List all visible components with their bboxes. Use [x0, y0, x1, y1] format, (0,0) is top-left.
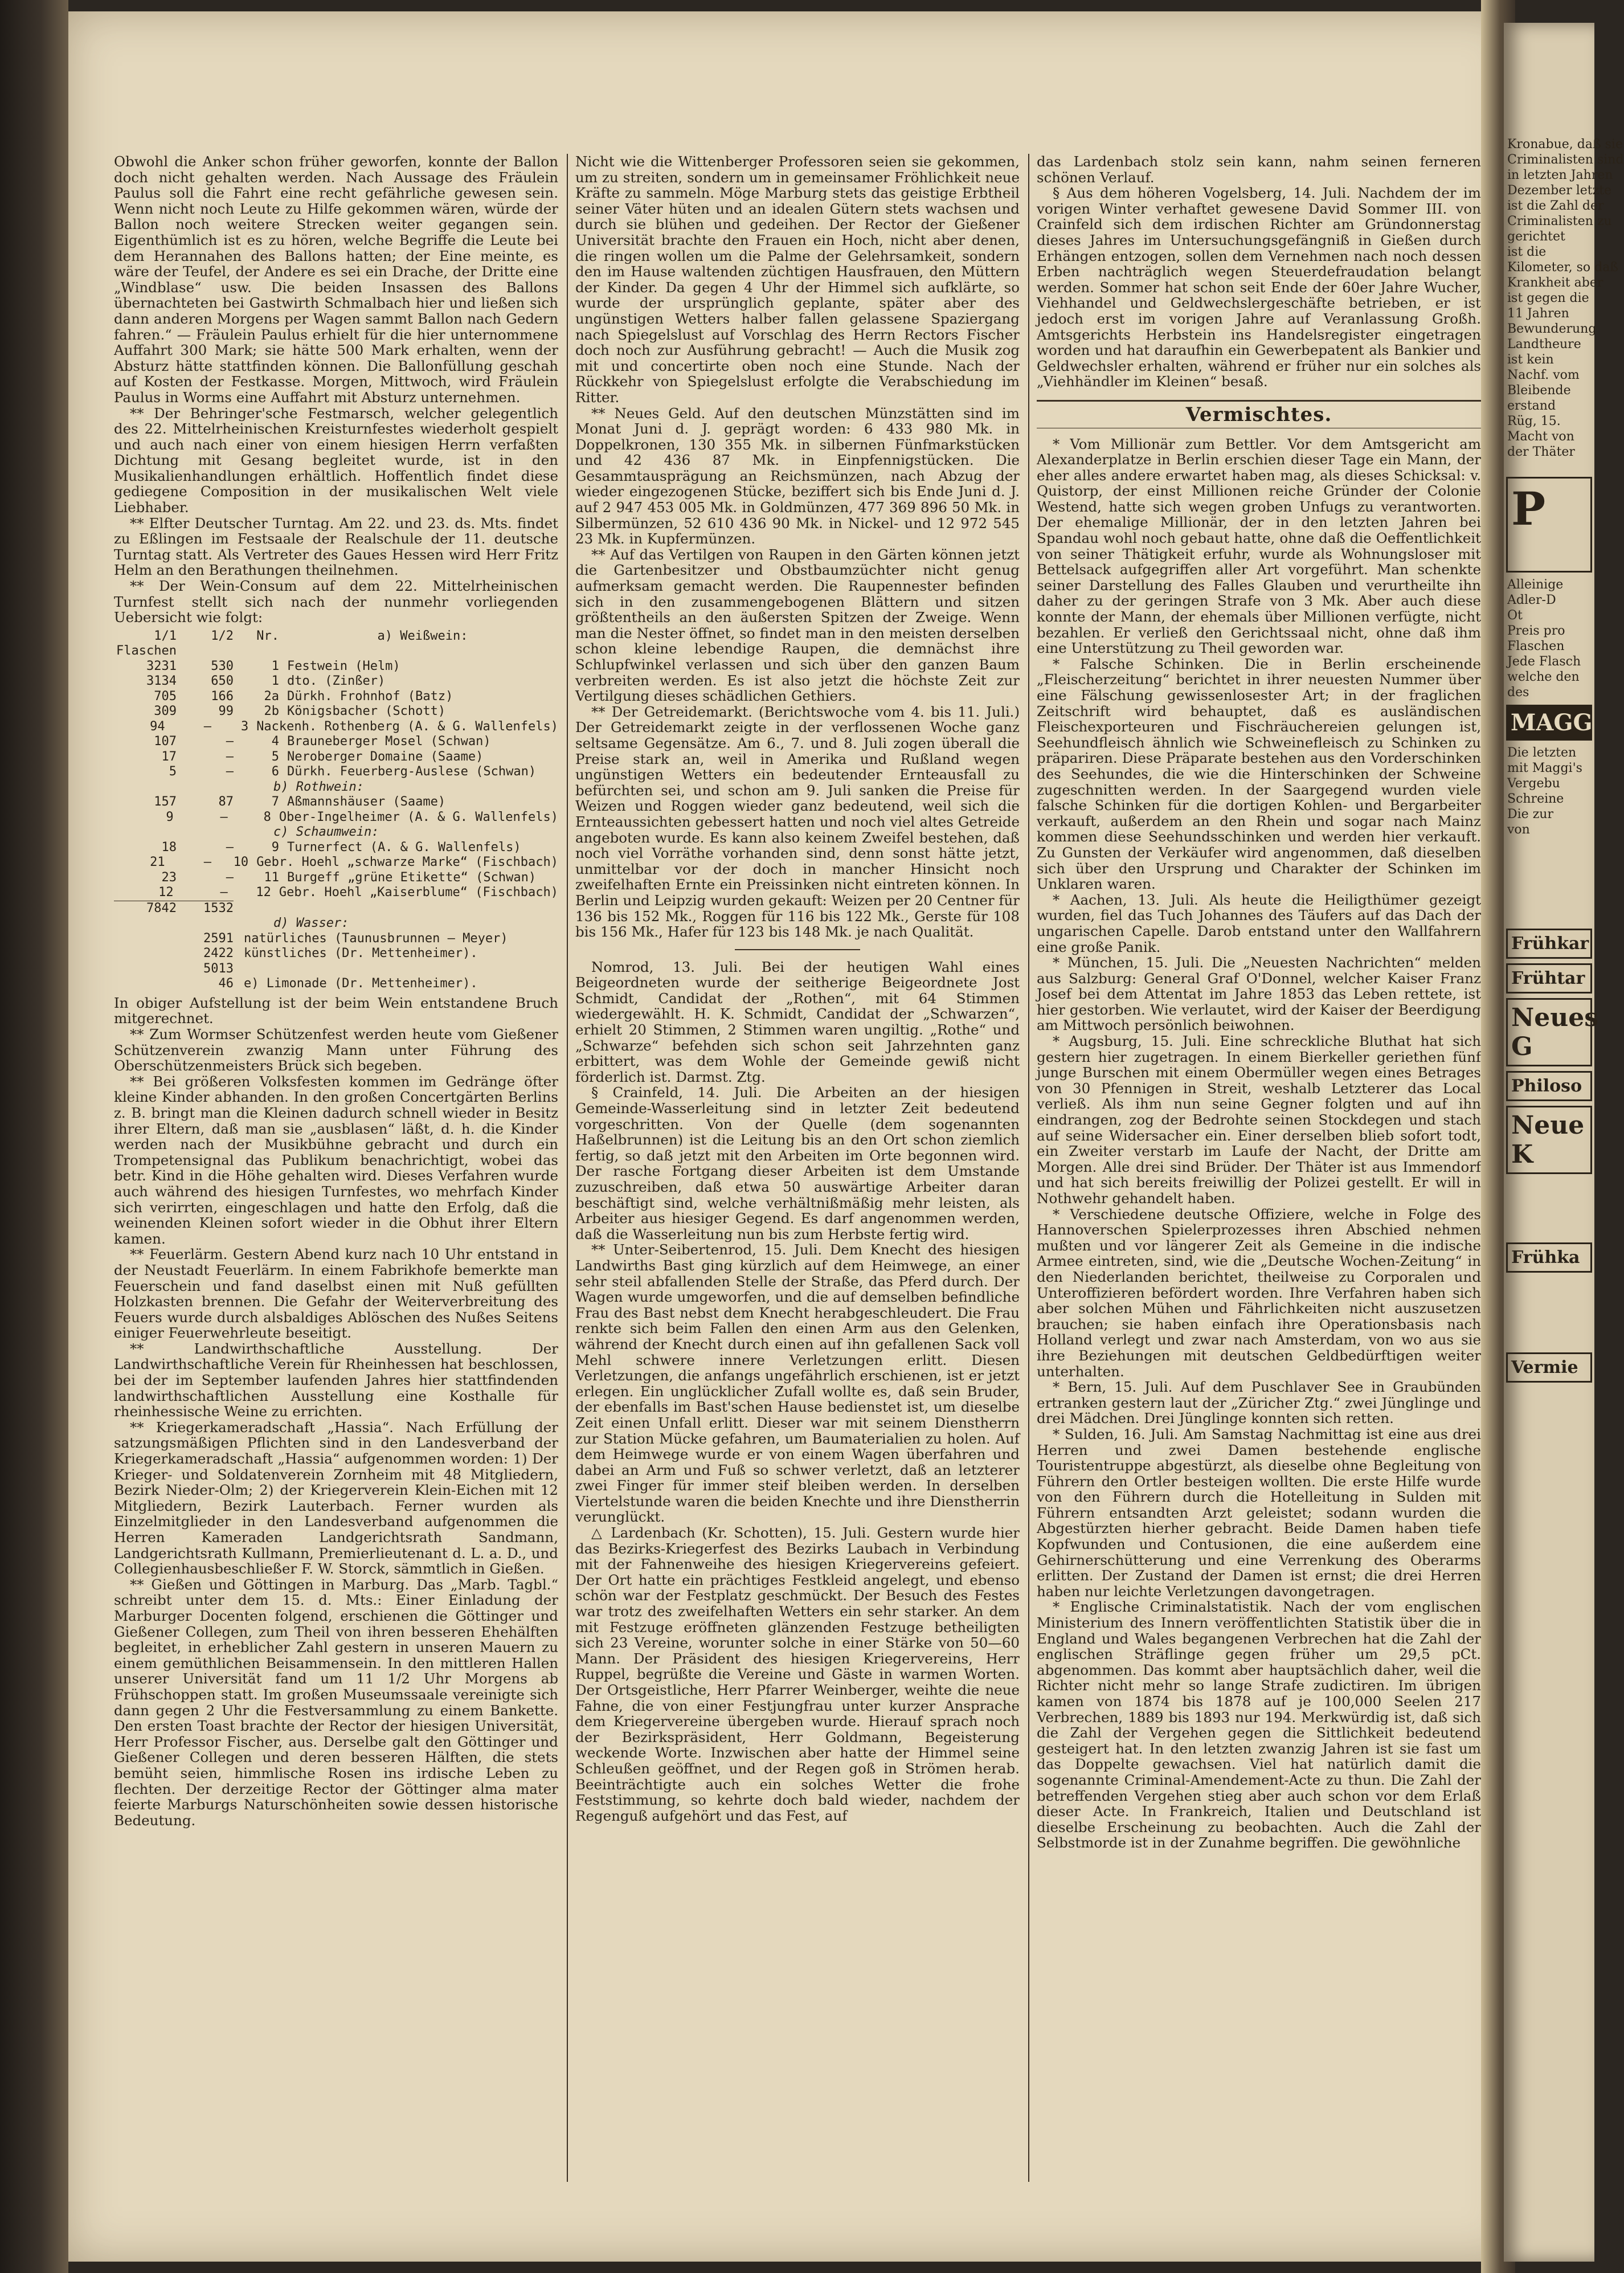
wine-cell: Aßmannshäuser (Saame)	[287, 795, 446, 810]
wine-cell: 1	[271, 674, 279, 689]
wine-cell: 2b	[264, 704, 279, 719]
adjacent-page-line: 11 Jahren	[1507, 306, 1569, 321]
wine-cell: Ober-Ingelheimer (A. & G. Wallenfels)	[279, 810, 558, 824]
adjacent-page-line: Kronabue, daß sie	[1507, 137, 1623, 152]
water-value: 2422	[203, 946, 234, 961]
adjacent-page-line: des	[1507, 685, 1529, 700]
column-2	[575, 154, 1020, 1824]
article-paragraph: Obwohl die Anker schon früher geworfen, konnte der Ballon doch nicht gehalten werden. Nach Aussage des Fräulein Paulus soll die Fahrt eine recht gefährliche gewesen sein. Wenn nicht noch Leute zu Hilfe gekommen wären, würde der Ballon noch weitere Strecken weiter gegangen sein. Eigenthümlich ist es zu hören, welche Begriffe die Leute bei dem Herannahen des Ballons hatten; der Eine meinte, es wäre der Teufel, der Andere es sei ein Drache, der Dritte eine „Windblase“ usw. Die beiden Insassen des Ballons übernachteten bei Gastwirth Schmalbach hier und ließen sich dann anderen Morgens per Wagen sammt Ballon nach Gedern fahren.“ — Fräulein Paulus erhielt für die hier unternommene Auffahrt 300 Mark; sie hätte 500 Mark erhalten, wenn der Absturz hätte stattfinden können. Die Ballonfüllung geschah auf Kosten der Festkasse. Morgen, Mittwoch, wird Fräulein Paulus in Worms eine Auffahrt mit Absturz unternehmen.	[114, 153, 558, 406]
advertisement: Neue K	[1506, 1106, 1592, 1174]
article-sulden: * Sulden, 16. Juli. Am Samstag Nachmittag ist eine aus drei Herren und zwei Damen bestehende englische Touristentruppe abgestürzt, als dieselbe ohne Begleitung von Führern den Ortler besteigen wollten. Die erste Hilfe wurde von den Führern durch die Hotelleitung in Sulden mit Führern entsandten Arzt geleistet; sodann wurden die Abgestürzten hierher gebracht. Beide Damen haben tiefe Kopfwunden und Contusionen, die eine außerdem eine Gehirnerschütterung und eine Verrenkung des Oberarms erlitten. Der Zustand der Damen ist ernst; die drei Herren haben nur leichte Verletzungen davongetragen.	[1037, 1425, 1481, 1600]
article-bruch: In obiger Aufstellung ist der beim Wein entstandene Bruch mitgerechnet.	[114, 994, 558, 1027]
wine-row	[114, 855, 558, 870]
advertisement: Frühkar	[1506, 929, 1592, 959]
adjacent-page-line: ist die Zahl der	[1507, 199, 1604, 213]
water-row	[114, 931, 558, 947]
water-label: natürliches (Taunusbrunnen — Meyer)	[244, 931, 508, 946]
water-label: e) Limonade (Dr. Mettenheimer).	[244, 976, 478, 991]
wine-cell: 3	[240, 719, 249, 734]
wine-cell: 21	[150, 855, 165, 870]
wine-cell: —	[226, 749, 234, 764]
adjacent-page-line: von	[1507, 823, 1530, 837]
adjacent-page-line: Die letzten	[1507, 746, 1577, 760]
wine-cell: 11	[264, 870, 279, 885]
wine-cell: 3134	[146, 674, 177, 689]
wine-cell: —	[220, 810, 228, 824]
article-raupen: ** Auf das Vertilgen von Raupen in den Gärten können jetzt die Gartenbesitzer und Obstbaumzüchter nicht genug aufmerksam gemacht werden. Die Raupennester befinden sich in den zusammengebogenen Blättern und sitzen größtentheils an den äußersten Spitzen der Zweige. Wenn man die Nester öffnet, so findet man in den meisten derselben schon kleine lebendige Raupen, die demnächst ihre Schlupfwinkel verlassen und sich über den ganzen Baum verbreiten werden. Es ist also jetzt die höchste Zeit zur Vertilgung dieses schädlichen Gethiers.	[575, 546, 1020, 705]
wine-cell: Neroberger Domaine (Saame)	[287, 749, 484, 764]
wine-col-head: 1/2	[211, 628, 234, 643]
adjacent-page-line: Krankheit aber	[1507, 276, 1603, 290]
advertisement: P	[1506, 477, 1592, 573]
adjacent-page-line: Flaschen	[1507, 639, 1565, 653]
article-marburg: ** Gießen und Göttingen in Marburg. Das „Marb. Tagbl.“ schreibt unter dem 15. d. Mts.: Einer Einladung der Marburger Docenten folgend, erschienen die Göttinger und Gießener Collegen, zum Theil von ihren besseren Ehehälften begleitet, in erheblicher Zahl gestern in unseren Mauern zu einem gemüthlichen Beisammensein. In den mittleren Hallen unserer Universität fand um 11 1/2 Uhr Morgens ab Frühschoppen statt. Im großen Museumssaale vereinigte sich dann gegen 2 Uhr die Festversammlung zu einem Bankette. Den ersten Toast brachte der Rector der hiesigen Universität, Herr Professor Fischer, aus. Derselbe galt den Göttinger und Gießener Collegen und deren besseren Hälften, die stets bemüht seien, himmlische Rosen ins irdische Leben zu flechten. Der derzeitige Rector der Göttinger alma mater feierte Marburgs Naturschönheiten sowie dessen historische Bedeutung.	[114, 1576, 558, 1829]
wine-cell: 6	[271, 765, 279, 779]
article-turntag: ** Elfter Deutscher Turntag. Am 22. und 23. ds. Mts. findet zu Eßlingen im Festsaale der Realschule der 11. deutsche Turntag statt. Als Vertreter des Gaues Hessen wird Herr Fritz Helm an den Berathungen theilnehmen.	[114, 514, 558, 579]
article-paragraph: Nicht wie die Wittenberger Professoren seien sie gekommen, um zu streiten, sondern um in gemeinsamer Fröhlichkeit neue Kräfte zu sammeln. Möge Marburg stets das geistige Erbtheil seiner Väter hüten und an idealen Gütern stets wachsen und durch sie blühen und gedeihen. Der Rector der Gießener Universität brachte den Frauen ein Hoch, nicht aber denen, die ringen wollen um die Palme der Gelehrsamkeit, sondern den im Hause waltenden züchtigen Hausfrauen, den Müttern der Kinder. Da gegen 4 Uhr der Himmel sich aufklärte, so wurde der ursprünglich geplante, später aber des ungünstigen Wetters halber fallen gelassene Spaziergang nach Spiegelslust auf Vorschlag des Herrn Rectors Fischer doch noch zur Ausführung gebracht! — Auch die Musik zog mit und concertirte oben noch eine Stunde. Nach der Rückkehr von Spiegelslust erfolgte die Verabschiedung im Ritter.	[575, 153, 1020, 406]
article-statistik: * Englische Criminalstatistik. Nach der vom englischen Ministerium des Innern veröffentlichten Statistik über die in England und Wales begangenen Verbrechen hat die Zahl der englischen Sträflinge gegen früher um 29,5 pCt. abgenommen. Das kommt aber hauptsächlich daher, weil die Richter nicht mehr so lange Strafe zudictiren. Im übrigen kamen von 1874 bis 1878 auf je 100,000 Seelen 217 Verbrechen, 1889 bis 1893 nur 194. Merkwürdig ist, daß sich die Zahl der Vergehen gegen die Sittlichkeit bedeutend gesteigert hat. In den letzten zwanzig Jahren ist sie fast um das Doppelte gewachsen. Viel hat natürlich damit die sogenannte Criminal-Amendement-Acte zu thun. Die Zahl der betreffenden Vergehen stieg aber auch schon vor dem Erlaß dieser Acte. In Frankreich, Italien und Deutschland ist dieselbe Erscheinung zu beobachten. Auch die Zahl der Selbstmorde ist in der Zunahme begriffen. Die gewöhnliche	[1037, 1599, 1481, 1851]
wine-cell: 4	[271, 734, 279, 749]
wine-cell: Gebr. Hoehl „Kaiserblume“ (Fischbach)	[279, 885, 558, 900]
adjacent-page-line: Nachf. vom	[1507, 368, 1580, 382]
wine-cell: Brauneberger Mosel (Schwan)	[287, 734, 491, 749]
adjacent-page-line: Rüg, 15.	[1507, 414, 1561, 428]
wine-cell: 23	[161, 870, 177, 885]
wine-cell: 87	[218, 795, 234, 810]
adjacent-page-line: Criminalisten sind	[1507, 153, 1624, 167]
article-schuetzenfest: ** Zum Wormser Schützenfest werden heute vom Gießener Schützenverein zwanzig Mann unter Führung des Oberschützenmeisters Brück sich begeben.	[114, 1026, 558, 1074]
article-seibertenrod: ** Unter-Seibertenrod, 15. Juli. Dem Knecht des hiesigen Landwirths Bast ging kürzlich auf dem Heimwege, an einer sehr steil abfallenden Stelle der Straße, das Pferd durch. Der Wagen wurde umgeworfen, und die auf demselben befindliche Frau des Bast nebst dem Knecht herabgeschleudert. Die Frau renkte sich beim Fallen den einen Arm aus den Gelenken, während der Knecht durch einen auf ihn gefallenen Sack voll Mehl schwere innere Verletzungen erlitt. Diesen Verletzungen, die anfangs ungefährlich erschienen, ist er jetzt erlegen. Ein unglücklicher Zufall wollte es, daß sein Bruder, der ebenfalls im Bast'schen Hause bedienstet ist, um dieselbe Zeit einen Unfall erlitt. Dieser war mit seinem Dienstherrn zur Station Mücke gefahren, um Baumaterialien zu holen. Auf dem Heimwege wurde er von einem Wagen überfahren und dabei an Arm und Fuß so schwer verletzt, daß an letzterer zwei Finger für immer steif bleiben werden. In derselben Viertelstunde waren die beiden Knechte und ihre Dienstherrin verunglückt.	[575, 1241, 1020, 1526]
wine-cell: —	[220, 885, 228, 900]
article-augsburg: * Augsburg, 15. Juli. Eine schreckliche Bluthat hat sich gestern hier zugetragen. In einem Bierkeller geriethen fünf junge Burschen mit einem Obermüller wegen eines Betrages von 30 Pfennigen in Streit, weshalb Letzterer das Local verließ. Als ihm nun seine Gegner folgten und auf ihn eindrangen, zog der Bedrohte seinen Stockdegen und stach auf seine Widersacher ein. Einer derselben blieb sofort todt, ein Zweiter verstarb im Laufe der Nacht, der Dritte am Morgen. Alle drei sind Brüder. Der Thäter ist aus Immendorf und hat sich bereits freiwillig der Polizei gestellt. Er will in Nothwehr gehandelt haben.	[1037, 1033, 1481, 1207]
adjacent-page-line: ist kein	[1507, 353, 1554, 367]
wine-row	[114, 734, 558, 750]
wine-cell: —	[203, 855, 212, 870]
adjacent-page-line: Landtheure	[1507, 337, 1581, 351]
wine-row	[114, 885, 558, 901]
advertisement: Frühka	[1506, 1242, 1592, 1273]
water-label: künstliches (Dr. Mettenheimer).	[244, 946, 478, 961]
wine-cell: 8	[263, 810, 271, 824]
adjacent-page-line: welche den	[1507, 670, 1580, 684]
wine-cell: 10	[233, 855, 249, 870]
wine-cell: 5	[169, 765, 177, 779]
adjacent-page-line: ist gegen die	[1507, 291, 1589, 305]
adjacent-page-line: der Thäter	[1507, 445, 1575, 459]
wine-total: 7842	[146, 901, 177, 915]
adjacent-page-line: Kilometer, so daß	[1507, 260, 1619, 275]
article-crainfeld: § Crainfeld, 14. Juli. Die Arbeiten an der hiesigen Gemeinde-Wasserleitung sind in letzter Zeit bedeutend vorgeschritten. Von der Quelle (dem sogenannten Haßelbrunnen) ist die Leitung bis an den Ort schon ziemlich fertig, so daß jetzt mit den Arbeiten im Orte begonnen wird. Der rasche Fortgang dieser Arbeiten ist dem Umstande zuzuschreiben, daß etwa 50 auswärtige Arbeiter daran beschäftigt sind, welche verhältnißmäßig mehr leisten, als Arbeiter aus hiesiger Gegend. Es darf angenommen werden, daß die Wasserleitung nun bis zum Herbste fertig wird.	[575, 1084, 1020, 1242]
article-ausstellung: ** Landwirthschaftliche Ausstellung. Der Landwirthschaftliche Verein für Rheinhessen hat beschlossen, bei der im September laufenden Jahres hier stattfindenden landwirthschaftlichen Ausstellung eine Kosthalle für rheinhessische Weine zu errichten.	[114, 1340, 558, 1420]
adjacent-page-line: Criminalisten zu	[1507, 214, 1612, 228]
wine-consumption-table	[114, 629, 558, 992]
wine-row	[114, 750, 558, 765]
wine-cell: 166	[211, 689, 234, 704]
advertisement-maggi: MAGG	[1506, 705, 1592, 741]
wine-cell: 3231	[146, 659, 177, 673]
article-aachen: * Aachen, 13. Juli. Als heute die Heiligthümer gezeigt wurden, fiel das Tuch Johannes des Täufers auf das Dach der ungarischen Capelle. Darob entstand unter den Wallfahrern eine große Panik.	[1037, 891, 1481, 955]
wine-cell: 9	[271, 840, 279, 855]
adjacent-page-line: erstand	[1507, 399, 1556, 413]
article-volksfeste: ** Bei größeren Volksfesten kommen im Gedränge öfter kleine Kinder abhanden. In den großen Concertgärten Berlins z. B. bringt man die Kleinen dadurch schnell wieder in Besitz ihrer Eltern, daß man sie „ausblasen“ läßt, d. h. die Kinder werden nach der Musikbühne gebracht und durch ein Trompetensignal das Publikum benachrichtigt, wobei das betr. Kind in die Höhe gehalten wird. Dieses Verfahren wurde auch während des hiesigen Turnfestes, wo mehrfach Kinder sich verirrten, eingeschlagen und hatte den Erfolg, daß die weinenden Kleinen sofort wieder in die Obhut ihrer Eltern kamen.	[114, 1073, 558, 1247]
wine-row	[114, 689, 558, 705]
adjacent-page-line: Vergebu	[1507, 776, 1560, 791]
column-1	[114, 154, 558, 1828]
advertisement: Neues G	[1506, 998, 1592, 1066]
water-row	[114, 976, 558, 992]
adjacent-page-line: Bleibende	[1507, 383, 1571, 398]
water-row	[114, 946, 558, 962]
adjacent-page-line: Schreine	[1507, 792, 1564, 806]
wine-row	[114, 810, 558, 825]
article-festmarsch: ** Der Behringer'sche Festmarsch, welcher gelegentlich des 22. Mittelrheinischen Kreisturnfestes wiederholt gespielt und auch nach einer von einem hiesigen Herrn verfaßten Dichtung mit Gesang begleitet wurde, ist in den Musikalienhandlungen erhältlich. Hoffentlich findet diese gediegene Composition in der musikalischen Welt viele Liebhaber.	[114, 404, 558, 516]
wine-cell: 157	[154, 795, 177, 810]
article-offiziere: * Verschiedene deutsche Offiziere, welche in Folge des Hannoverschen Spielerprozesses ihren Abschied nehmen mußten und vor längerer Zeit als Gemeine in die indische Armee eintreten, sind, wie die „Deutsche Wochen-Zeitung“ in den Niederlanden berichtet, theilweise zu Corporalen und Unteroffizieren befördert worden. Ihre Verfahren haben sich aber solchen Mühen und Fährlichkeiten nicht auszusetzen brauchen; sie haben einfach ihre Operationsbasis nach Holland verlegt und zwar nach Amsterdam, von wo aus sie ihre Beziehungen mit deutschen Geldbedürftigen weiter unterhalten.	[1037, 1205, 1481, 1380]
article-hassia: ** Kriegerkameradschaft „Hassia“. Nach Erfüllung der satzungsmäßigen Pflichten sind in den Landesverband der Kriegerkameradschaft „Hassia“ aufgenommen worden: 1) Der Krieger- und Soldatenverein Zornheim mit 48 Mitgliedern, Bezirk Nieder-Olm; 2) der Kriegerverein Klein-Eichen mit 12 Mitgliedern, Bezirk Lauterbach. Ferner wurden als Einzelmitglieder in den Landesverband aufgenommen die Herren Kameraden Landgerichtsrath Sandmann, Landgerichtsrath Kullmann, Premierlieutenant d. L. a. D., und Collegienhausbeschließer F. W. Storck, sämmtlich in Gießen.	[114, 1418, 558, 1577]
water-value: 2591	[203, 931, 234, 946]
water-value: 46	[218, 976, 234, 991]
wine-row	[114, 719, 558, 735]
wine-cell: 99	[218, 704, 234, 719]
adjacent-page-line: Bewunderung	[1507, 322, 1597, 336]
wine-cell: Nackenh. Rothenberg (A. & G. Wallenfels)	[256, 719, 558, 734]
wine-cell: —	[203, 719, 212, 734]
wine-total: 1532	[203, 901, 234, 915]
article-wein-consum: ** Der Wein-Consum auf dem 22. Mittelrheinischen Turnfest stellt sich nach der nunmehr vorliegenden Uebersicht wie folgt:	[114, 578, 558, 626]
adjacent-page-line: mit Maggi's	[1507, 761, 1582, 775]
wine-cell: Gebr. Hoehl „schwarze Marke“ (Fischbach)	[256, 855, 558, 870]
wine-cell: 107	[154, 734, 177, 749]
section-rule	[735, 949, 860, 950]
adjacent-page-line: Macht von	[1507, 430, 1574, 444]
newspaper-page	[68, 11, 1515, 2262]
wine-row	[114, 870, 558, 886]
adjacent-page-line: Die zur	[1507, 807, 1553, 821]
article-vogelsberg: § Aus dem höheren Vogelsberg, 14. Juli. Nachdem der im vorigen Winter verhaftet gewesene David Sommer III. von Crainfeld sich dem irdischen Richter am Gründonnerstag dieses Jahres im Untersuchungsgefängniß in Gießen durch Erhängen entzogen, sollen dem Vernehmen nach noch dessen Erben nachträglich wegen Steuerdefraudation belangt werden. Sommer hat schon seit Ende der 60er Jahre Wucher, Viehhandel und Geldwechslergeschäfte betrieben, er ist jedoch erst im vorigen Jahre auf Veranlassung Großh. Amtsgerichts Herbstein ins Handelsregister eingetragen worden und hat daraufhin ein Gewerbepatent als Bankier und Geldwechsler erhalten, während er früher nur ein solches als „Viehhändler im Kleinen“ besaß.	[1037, 185, 1481, 390]
section-heading: Vermischtes.	[1037, 400, 1481, 428]
adjacent-page-line: Ot	[1507, 608, 1523, 623]
wine-cell: 309	[154, 704, 177, 719]
advertisement: Vermie	[1506, 1352, 1592, 1383]
wine-cell: —	[226, 870, 234, 885]
wine-row	[114, 840, 558, 856]
wine-cell: dto. (Zinßer)	[287, 674, 386, 689]
wine-cell: 530	[211, 659, 234, 673]
wine-row	[114, 674, 558, 689]
column-3	[1037, 154, 1481, 1851]
wine-cell: Dürkh. Frohnhof (Batz)	[287, 689, 453, 704]
wine-cell: Turnerfect (A. & G. Wallenfels)	[287, 840, 521, 855]
column-rule	[1028, 154, 1029, 2182]
article-feuerlaerm: ** Feuerlärm. Gestern Abend kurz nach 10 Uhr entstand in der Neustadt Feuerlärm. In einem Fabrikhofe bemerkte man Feuerschein und fand daselbst einen mit Nuß gefüllten Holzkasten brennen. Die Gefahr der Weiterverbreitung des Feuers wurde durch alsbaldiges Ablöschen des Nußes Seitens einiger Feuerwehrleute beseitigt.	[114, 1246, 558, 1342]
wine-cell: —	[226, 840, 234, 855]
article-paragraph: das Lardenbach stolz sein kann, nahm seinen ferneren schönen Verlauf.	[1037, 153, 1481, 186]
advertisement: Philoso	[1506, 1071, 1592, 1101]
adjacent-page-line: gerichtet	[1507, 230, 1565, 244]
adjacent-page-fragment	[1504, 23, 1624, 2262]
article-lardenbach: △ Lardenbach (Kr. Schotten), 15. Juli. Gestern wurde hier das Bezirks-Kriegerfest des Bezirks Laubach in Verbindung mit der Fahnenweihe des hiesigen Kriegervereins gefeiert. Der Ort hatte ein prächtiges Festkleid angelegt, und ebenso schön war der Festplatz geschmückt. Der Besuch des Festes war trotz des zweifelhaften Wetters ein sehr starker. An dem mit Festzuge eröffneten glänzenden Festzuge betheiligten sich 23 Vereine, worunter solche in einer Stärke von 50—60 Mann. Der Präsident des hiesigen Kriegervereins, Herr Ruppel, begrüßte die Vereine und Gäste in warmen Worten. Der Ortsgeistliche, Herr Pfarrer Weinberger, weihte die neue Fahne, die von einer Festjungfrau unter kurzer Ansprache dem Kriegervereine übergeben wurde. Hierauf sprach noch der Bezirkspräsident, Herr Goldmann, Begeisterung weckende Worte. Inzwischen aber hatte der Himmel seine Schleußen geöffnet, und der Regen goß in Strömen herab. Beeinträchtigte auch ein solches Wetter die frohe Feststimmung, so kehrte doch bald wieder, nachdem der Regenguß aufgehört und das Fest, auf	[575, 1524, 1020, 1824]
wine-subhead: a) Weißwein:	[377, 628, 468, 643]
wine-row	[114, 704, 558, 719]
adjacent-page-line: Dezember letzte	[1507, 183, 1612, 198]
adjacent-page-line: Preis pro	[1507, 624, 1565, 638]
wine-cell: 2a	[264, 689, 279, 704]
adjacent-page-line: ist die	[1507, 245, 1547, 259]
article-getreidemarkt: ** Der Getreidemarkt. (Berichtswoche vom 4. bis 11. Juli.) Der Getreidemarkt zeigte in der verflossenen Woche ganz seltsame Gegensätze. Am 6., 7. und 8. Juli zogen überall die Preise stark an, weil in Amerika und Rußland wegen ungünstigen Wetters ein bedeutender Ernteausfall zu befürchten sei, und schon am 9. Juli sanken die Preise für Weizen und Roggen wieder ganz bedeutend, weil sich die Ernteaussichten gebessert hatten und noch viel altes Getreide angeboten wurde. Es kann also keinem Zweifel bestehen, daß noch viel Vorräthe vorhanden sind, denn sonst hätte jetzt, unmittelbar vor der doch in mancher Hinsicht noch zweifelhaften Ernte ein Preissinken nicht eintreten können. In Berlin und Leipzig wurden gekauft: Weizen per 20 Centner für 136 bis 152 Mk., Roggen für 116 bis 122 Mk., Gerste für 108 bis 156 Mk., Hafer für 123 bis 148 Mk. je nach Qualität.	[575, 703, 1020, 941]
wine-cell: 18	[161, 840, 177, 855]
wine-cell: 12	[158, 885, 174, 900]
wine-col-head: Nr.	[256, 628, 279, 643]
column-rule	[567, 154, 568, 2182]
article-schinken: * Falsche Schinken. Die in Berlin erscheinende „Fleischerzeitung“ berichtet in ihrer neuesten Nummer über eine Fälschung gewissenlosester Art; in der fraglichen Zeitschrift wird behauptet, daß es ausländischen Fleischexporteuren und Fischräuchereien gelungen ist, Seehundfleisch ähnlich wie Schweinefleisch zu Schinken zu präpariren. Diese Präparate bestehen aus den Vorderschinken des Seehundes, die wie die Hinterschinken der Schweine zugeschnitten werden. In der Saargegend wurden viele falsche Schinken für die dortigen Kohlen- und Bergarbeiter verkauft, außerdem an den Rhein und sogar nach Mainz kommen diese Seehundsschinken und werden hier verkauft. Zu Gunsten der Verkäufer wird angenommen, daß dieselben sich über den Ursprung und Charakter der Schinken im Unklaren waren.	[1037, 655, 1481, 893]
wine-cell: Festwein (Helm)	[287, 659, 400, 673]
wine-subhead: d) Wasser:	[273, 916, 349, 931]
scan-left-edge	[0, 0, 68, 2273]
adjacent-page-line: Adler-D	[1507, 593, 1556, 607]
advertisement: Frühtar	[1506, 963, 1592, 994]
article-millionaer: * Vom Millionär zum Bettler. Vor dem Amtsgericht am Alexanderplatze in Berlin erschien dieser Tage ein Mann, der eher alles andere erwartet haben mag, als dieses Schicksal: v. Quistorp, der einst Millionen reiche Gründer der Colonie Westend, hatte sich wegen groben Unfugs zu verantworten. Der ehemalige Millionär, der in den letzten Jahren bei Spandau wohl noch gebaut hatte, ohne daß die Oeffentlichkeit von seiner Thätigkeit erfuhr, wurde als Wohnungsloser mit Bettelsack aufgegriffen aller Art vorgeführt. Man schenkte seiner Darstellung des Falles Glauben und verurtheilte ihn daher zu der geringen Strafe von 3 Mk. Aber auch diese konnte der Mann, der ehemals über Millionen verfügte, nicht bezahlen. Er verließ den Gerichtssaal nicht, ohne daß ihm eine Unterstützung zu Theil geworden war.	[1037, 435, 1481, 657]
wine-subhead: c) Schaumwein:	[273, 825, 379, 840]
wine-cell: 9	[166, 810, 174, 824]
adjacent-page-line: in letzten Jahren	[1507, 168, 1613, 182]
wine-cell: 94	[150, 719, 165, 734]
wine-cell: —	[226, 765, 234, 779]
water-value: 5013	[203, 961, 234, 976]
wine-cell: 17	[161, 749, 177, 764]
water-row	[114, 962, 558, 977]
wine-cell: 7	[271, 795, 279, 810]
wine-cell: 5	[271, 749, 279, 764]
wine-row	[114, 795, 558, 810]
wine-cell: 1	[271, 659, 279, 673]
wine-cell: —	[226, 734, 234, 749]
wine-row	[114, 659, 558, 674]
adjacent-page-line: Jede Flasch	[1507, 655, 1581, 669]
article-nomrod: Nomrod, 13. Juli. Bei der heutigen Wahl eines Beigeordneten wurde der seitherige Beigeordnete Jost Schmidt, Candidat der „Rothen“, mit 64 Stimmen wiedergewählt. H. K. Schmidt, Candidat der „Schwarzen“, erhielt 20 Stimmen, 2 Stimmen waren ungiltig. „Rothe“ und „Schwarze“ befehden sich schon seit Jahrzehnten ganz erbittert, was dem Wohle der Gemeinde gewiß nicht förderlich ist. Darmst. Ztg.	[575, 958, 1020, 1085]
wine-row	[114, 765, 558, 780]
article-neues-geld: ** Neues Geld. Auf den deutschen Münzstätten sind im Monat Juni d. J. geprägt worden: 6 433 980 Mk. in Doppelkronen, 130 355 Mk. in silbernen Fünfmarkstücken und 42 436 87 Mk. in Einpfennigstücken. Die Gesammtausprägung an Reichsmünzen, nach Abzug der wieder eingezogenen Stücke, beziffert sich bis Ende Juni d. J. auf 2 947 453 005 Mk. in Goldmünzen, 477 369 896 50 Mk. in Silbermünzen, 52 610 436 90 Mk. in Nickel- und 12 972 545 23 Mk. in Kupfermünzen.	[575, 404, 1020, 547]
wine-cell: 12	[256, 885, 271, 900]
wine-cell: Burgeff „grüne Etikette“ (Schwan)	[287, 870, 537, 885]
article-bern: * Bern, 15. Juli. Auf dem Puschlaver See in Graubünden ertranken gestern laut der „Züricher Ztg.“ zwei Jünglinge und drei Mädchen. Drei Jünglinge konnten sich retten.	[1037, 1379, 1481, 1427]
article-muenchen: * München, 15. Juli. Die „Neuesten Nachrichten“ melden aus Salzburg: General Graf O'Donnel, welcher Kaiser Franz Josef bei dem Attentat im Jahre 1853 das Leben rettete, ist hier gestorben. Wie verlautet, wird der Kaiser der Beerdigung am Mittwoch persönlich beiwohnen.	[1037, 954, 1481, 1034]
adjacent-page-line: Alleinige	[1507, 578, 1564, 592]
wine-cell: Königsbacher (Schott)	[287, 704, 446, 719]
wine-cell: Dürkh. Feuerberg-Auslese (Schwan)	[287, 765, 537, 779]
wine-cell: 705	[154, 689, 177, 704]
wine-cell: 650	[211, 674, 234, 689]
wine-subhead: b) Rothwein:	[273, 779, 364, 794]
wine-col-head: 1/1 Flaschen	[116, 628, 177, 659]
